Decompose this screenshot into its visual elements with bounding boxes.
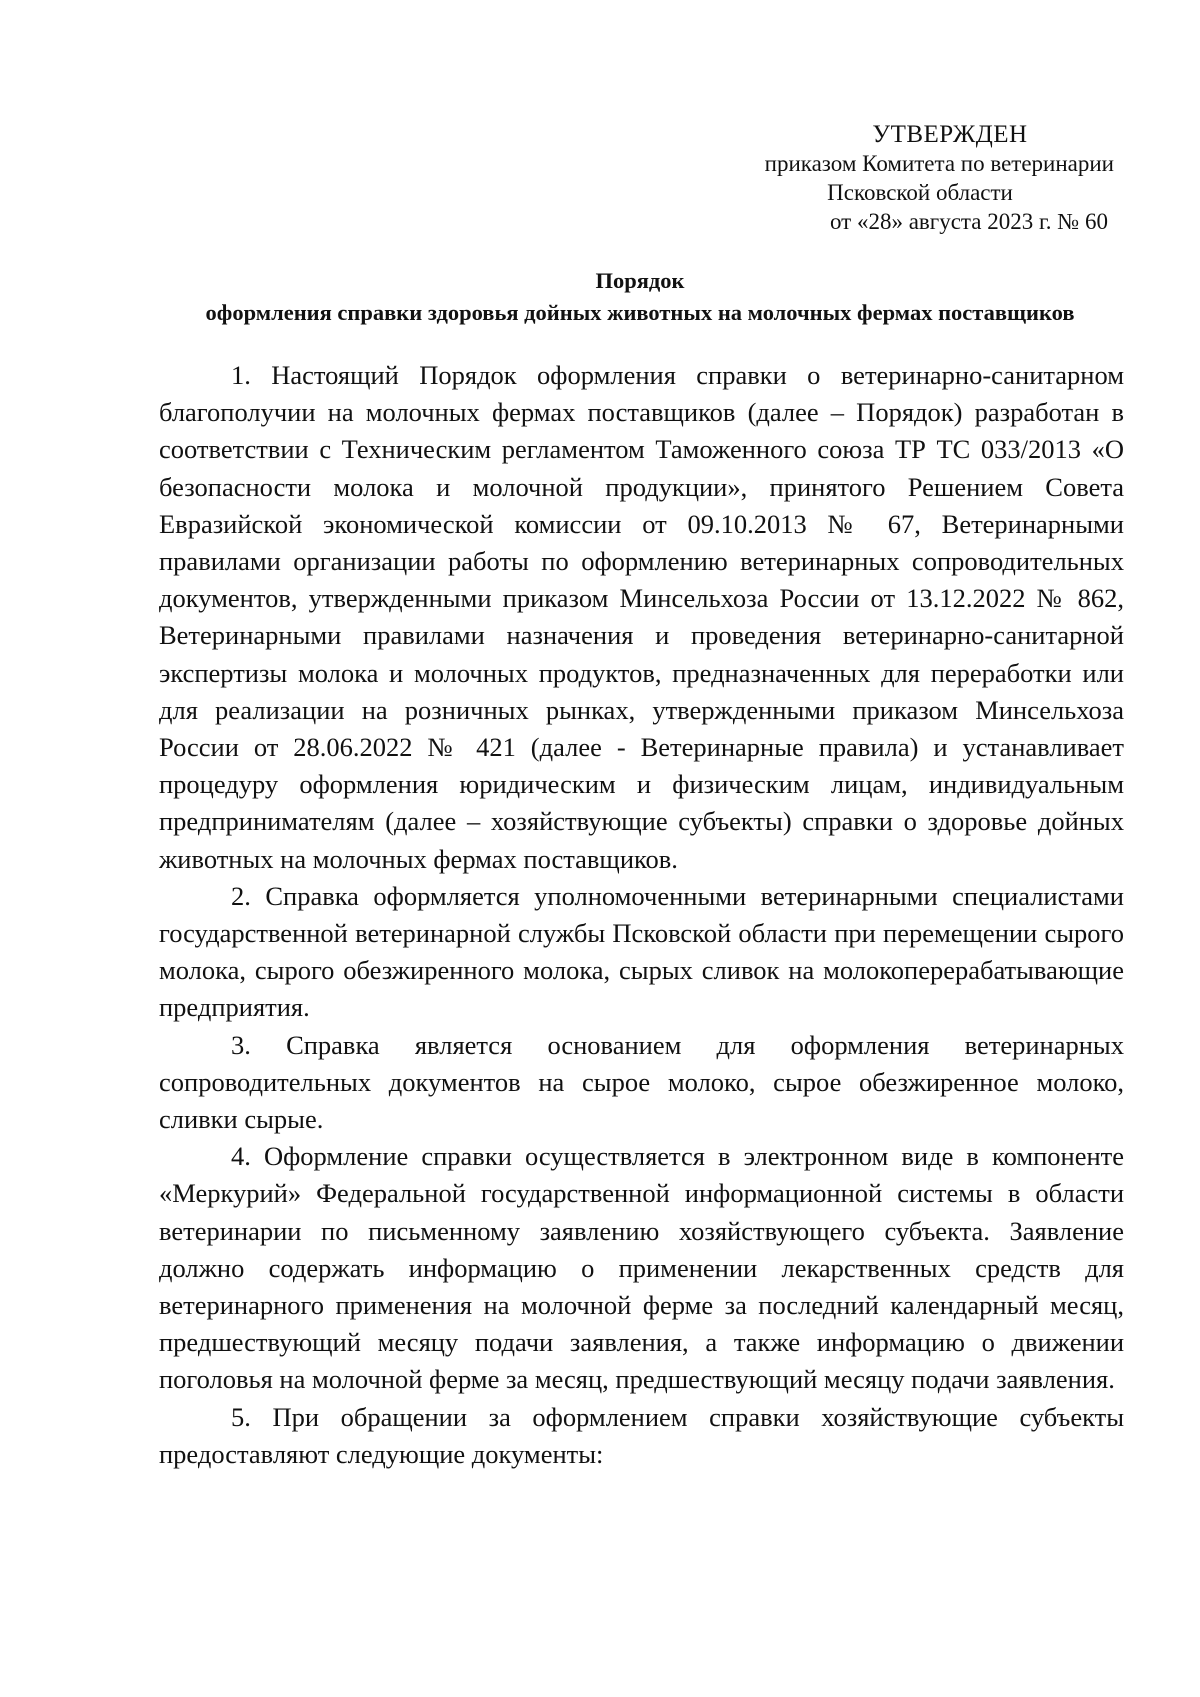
- paragraph-1: 1. Настоящий Порядок оформления справки о ветеринарно-санитарном благополучии на молочных фермах поставщиков (далее – Порядок) разработан в соответствии с Техническим регламентом Таможенного союза ТР ТС 033/2013 «О безопасности молока и молочной продукции», принятого Решением Совета Евразийской экономической комиссии от 09.10.2013 № 67, Ветеринарными правилами организации работы по оформлению ветеринарных сопроводительных документов, утвержденными приказом Минсельхоза России от 13.12.2022 № 862, Ветеринарными правилами назначения и проведения ветеринарно-санитарной экспертизы молока и молочных продуктов, предназначенных для переработки или для реализации на розничных рынках, утвержденными приказом Минсельхоза России от 28.06.2022 № 421 (далее - Ветеринарные правила) и устанавливает процедуру оформления юридическим и физическим лицам, индивидуальным предпринимателям (далее – хозяйствующие субъекты) справки о здоровье дойных животных на молочных фермах поставщиков.: [159, 360, 1124, 874]
- paragraph-3: 3. Справка является основанием для оформления ветеринарных сопроводительных документов на сырое молоко, сырое обезжиренное молоко, сливки сырые.: [159, 1029, 1124, 1135]
- heading-title: Порядок: [595, 268, 685, 293]
- document-body: [159, 357, 1124, 1473]
- approval-region-line: Псковской области: [827, 180, 1013, 205]
- approval-date-line: от «28» августа 2023 г. № 60: [829, 209, 1108, 234]
- paragraph-5: 5. При обращении за оформлением справки хозяйствующие субъекты предоставляют следующие документы:: [159, 1401, 1124, 1469]
- approval-order-line: приказом Комитета по ветеринарии: [764, 151, 1114, 176]
- paragraph-4: 4. Оформление справки осуществляется в электронном виде в компоненте «Меркурий» Федеральной государственной информационной системы в области ветеринарии по письменному заявлению хозяйствующего субъекта. Заявление должно содержать информацию о применении лекарственных средств для ветеринарного применения на молочной ферме за последний календарный месяц, предшествующий месяцу подачи заявления, а также информацию о движении поголовья на молочной ферме за месяц, предшествующий месяцу подачи заявления.: [159, 1141, 1124, 1395]
- document-heading: [150, 265, 1130, 329]
- heading-subtitle: оформления справки здоровья дойных животных на молочных фермах поставщиков: [205, 300, 1075, 325]
- paragraph-2: 2. Справка оформляется уполномоченными ветеринарными специалистами государственной ветеринарной службы Псковской области при перемещении сырого молока, сырого обезжиренного молока, сырых сливок на молокоперерабатывающие предприятия.: [159, 880, 1124, 1023]
- approval-title: УТВЕРЖДЕН: [872, 121, 1028, 148]
- approval-stamp: [660, 120, 1120, 236]
